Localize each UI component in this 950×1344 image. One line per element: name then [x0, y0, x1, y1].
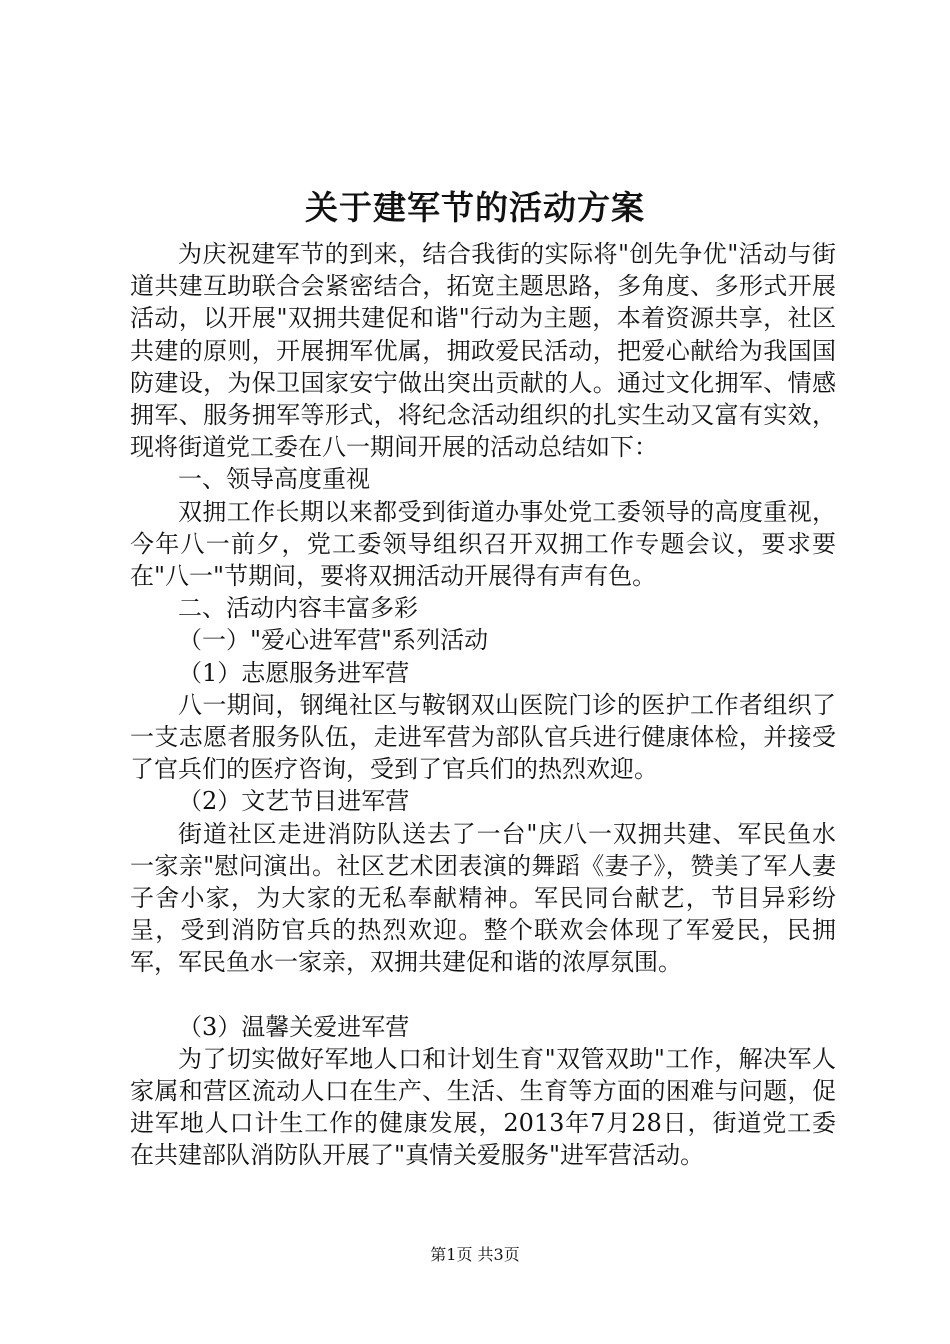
item-heading-3: （3）温馨关爱进军营 — [178, 1012, 410, 1041]
page-footer: 第1页 共3页 — [430, 1245, 520, 1264]
subsection-heading-1: （一）"爱心进军营"系列活动 — [178, 626, 489, 655]
section-heading-1: 一、领导高度重视 — [178, 465, 370, 494]
section-heading-2: 二、活动内容丰富多彩 — [178, 594, 418, 623]
item-3-paragraph: 为了切实做好军地人口和计划生育"双管双助"工作，解决军人家属和营区流动人口在生产、生活、生育等方面的困难与问题，促进军地人口计生工作的健康发展，2013年7月28日，街道党工委在共建部队消防队开展了"真情关爱服务"进军营活动。 — [130, 1044, 836, 1170]
blank-line — [130, 979, 836, 1011]
item-2-paragraph: 街道社区走进消防队送去了一台"庆八一双拥共建、军民鱼水一家亲"慰问演出。社区艺术团表演的舞蹈《妻子》，赞美了军人妻子舍小家，为大家的无私奉献精神。军民同台献艺，节目异彩纷呈，受到消防官兵的热烈欢迎。整个联欢会体现了军爱民，民拥军，军民鱼水一家亲，双拥共建促和谐的浓厚氛围。 — [130, 819, 836, 977]
item-heading-2: （2）文艺节目进军营 — [178, 787, 410, 816]
section-1-paragraph: 双拥工作长期以来都受到街道办事处党工委领导的高度重视，今年八一前夕，党工委领导组织召开双拥工作专题会议，要求要在"八一"节期间，要将双拥活动开展得有声有色。 — [130, 497, 836, 591]
item-heading-1: （1）志愿服务进军营 — [178, 658, 410, 687]
item-1-paragraph: 八一期间，钢绳社区与鞍钢双山医院门诊的医护工作者组织了一支志愿者服务队伍，走进军营为部队官兵进行健康体检，并接受了官兵们的医疗咨询，受到了官兵们的热烈欢迎。 — [130, 690, 836, 784]
intro-paragraph: 为庆祝建军节的到来，结合我街的实际将"创先争优"活动与街道共建互助联合会紧密结合，拓宽主题思路，多角度、多形式开展活动，以开展"双拥共建促和谐"行动为主题，本着资源共享，社区共建的原则，开展拥军优属，拥政爱民活动，把爱心献给为我国国防建设，为保卫国家安宁做出突出贡献的人。通过文化拥军、情感拥军、服务拥军等形式，将纪念活动组织的扎实生动又富有实效，现将街道党工委在八一期间开展的活动总结如下： — [130, 240, 836, 462]
document-title: 关于建军节的活动方案 — [305, 188, 645, 227]
document-body — [130, 238, 836, 1172]
